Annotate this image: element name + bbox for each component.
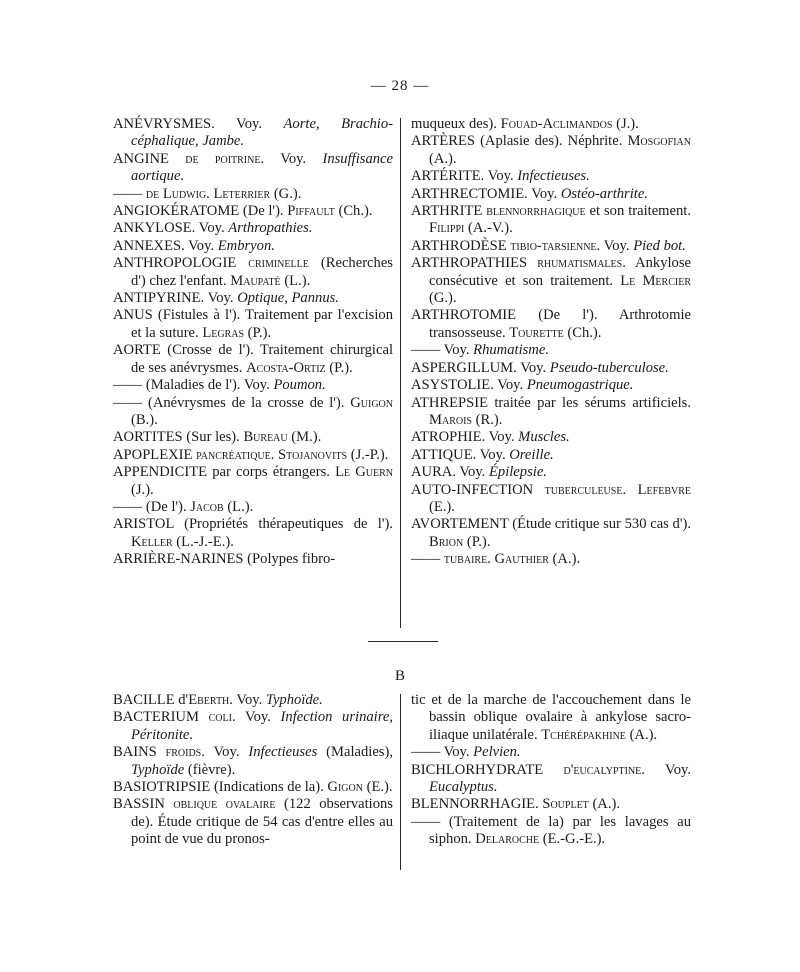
column-divider	[400, 118, 401, 628]
index-entry: ATROPHIE. Voy. Muscles.	[411, 429, 570, 446]
index-entry: ASYSTOLIE. Voy. Pneumogastrique.	[411, 377, 634, 394]
section-letter: B	[394, 668, 405, 684]
index-entry: ANTIPYRINE. Voy. Optique, Pannus.	[113, 290, 339, 307]
index-entry: AVORTEMENT (Étude critique sur 530 cas d'). Brion (P.).	[411, 516, 691, 550]
index-entry: BLENNORRHAGIE. Souplet (A.).	[411, 796, 621, 813]
index-entry: ARTHROPATHIES rhumatismales. Ankylose consécutive et son traitement. Le Mercier (G.).	[411, 255, 691, 307]
index-entry: ARTÈRES (Aplasie des). Néphrite. Mosgofian (A.).	[411, 133, 691, 167]
page-number: — 28 —	[370, 78, 430, 94]
index-entry: BACILLE d'Eberth. Voy. Typhoïde.	[113, 692, 323, 708]
index-entry: AORTITES (Sur les). Bureau (M.).	[113, 429, 322, 446]
index-entry: ARISTOL (Propriétés thérapeutiques de l'). Keller (L.-J.-E.).	[113, 516, 393, 550]
index-entry: BICHLORHYDRATE d'eucalyptine. Voy. Eucalyptus.	[411, 761, 691, 796]
column-divider	[400, 694, 401, 870]
index-entry: ATTIQUE. Voy. Oreille.	[411, 446, 554, 463]
index-entry: APPENDICITE par corps étrangers. Le Guern (J.).	[113, 464, 394, 498]
index-entry: APOPLEXIE pancréatique. Stojanovits (J.-P.).	[113, 446, 389, 463]
index-entry: BASSIN oblique ovalaire (122 observations de). Étude critique de 54 cas d'entre elles au point de vue du pronos-	[113, 796, 393, 848]
index-entry: —— tubaire. Gauthier (A.).	[411, 551, 581, 568]
index-entry: ANNEXES. Voy. Embryon.	[113, 237, 275, 254]
index-entry: BASIOTRIPSIE (Indications de la). Gigon (E.).	[113, 779, 393, 796]
index-entry: ARTHRECTOMIE. Voy. Ostéo-arthrite.	[411, 185, 648, 202]
index-entry: ANUS (Fistules à l'). Traitement par l'excision et la suture. Legras (P.).	[113, 307, 393, 341]
index-entry: ARTHRITE blennorrhagique et son traitement. Filippi (A.-V.).	[411, 203, 691, 237]
index-column-a-left	[113, 116, 393, 569]
index-entry: —— (Maladies de l'). Voy. Poumon.	[113, 377, 326, 394]
index-entry: —— (De l'). Jacob (L.).	[113, 498, 254, 515]
index-entry: ARRIÈRE-NARINES (Polypes fibro-	[113, 551, 336, 568]
index-entry: ARTHRODÈSE tibio-tarsienne. Voy. Pied bot.	[411, 237, 686, 254]
index-entry: —— Voy. Pelvien.	[411, 744, 521, 761]
index-entry: —— de Ludwig. Leterrier (G.).	[113, 185, 302, 202]
index-entry: ANÉVRYSMES. Voy. Aorte, Brachio-céphalique, Jambe.	[113, 116, 393, 150]
index-entry: ANTHROPOLOGIE criminelle (Recherches d') chez l'enfant. Maupaté (L.).	[113, 255, 393, 289]
index-column-b-left	[113, 692, 393, 849]
index-entry: ASPERGILLUM. Voy. Pseudo-tuberculose.	[411, 359, 669, 376]
index-entry: AUTO-INFECTION tuberculeuse. Lefebvre (E.).	[411, 481, 691, 515]
index-entry: —— (Traitement de la) par les lavages au siphon. Delaroche (E.-G.-E.).	[411, 813, 691, 848]
index-entry: ANGINE de poitrine. Voy. Insuffisance aortique.	[113, 150, 393, 185]
index-entry: AURA. Voy. Épilepsie.	[411, 464, 547, 481]
index-entry: tic et de la marche de l'accouchement dans le bassin oblique ovalaire à ankylose sacro-iliaque unilatérale. Tchérépakhine (A.).	[411, 692, 691, 743]
index-column-a-right	[411, 116, 691, 569]
index-entry: —— (Anévrysmes de la crosse de l'). Guigon (B.).	[113, 394, 393, 428]
index-entry: muqueux des). Fouad-Aclimandos (J.).	[411, 116, 639, 132]
index-entry: ANKYLOSE. Voy. Arthropathies.	[113, 220, 313, 237]
index-entry: ARTHROTOMIE (De l'). Arthrotomie transosseuse. Tourette (Ch.).	[411, 307, 691, 341]
section-divider	[368, 641, 438, 642]
index-entry: BACTERIUM coli. Voy. Infection urinaire, Péritonite.	[113, 709, 393, 743]
index-entry: BAINS froids. Voy. Infectieuses (Maladies), Typhoïde (fièvre).	[113, 744, 393, 778]
index-entry: AORTE (Crosse de l'). Traitement chirurgical de ses anévrysmes. Acosta-Ortiz (P.).	[113, 342, 393, 376]
index-entry: ATHREPSIE traitée par les sérums artificiels. Marois (R.).	[411, 394, 691, 428]
index-column-b-right	[411, 692, 691, 849]
index-entry: ANGIOKÉRATOME (De l'). Piffault (Ch.).	[113, 203, 373, 220]
index-entry: —— Voy. Rhumatisme.	[411, 342, 549, 359]
index-entry: ARTÉRITE. Voy. Infectieuses.	[411, 168, 590, 185]
